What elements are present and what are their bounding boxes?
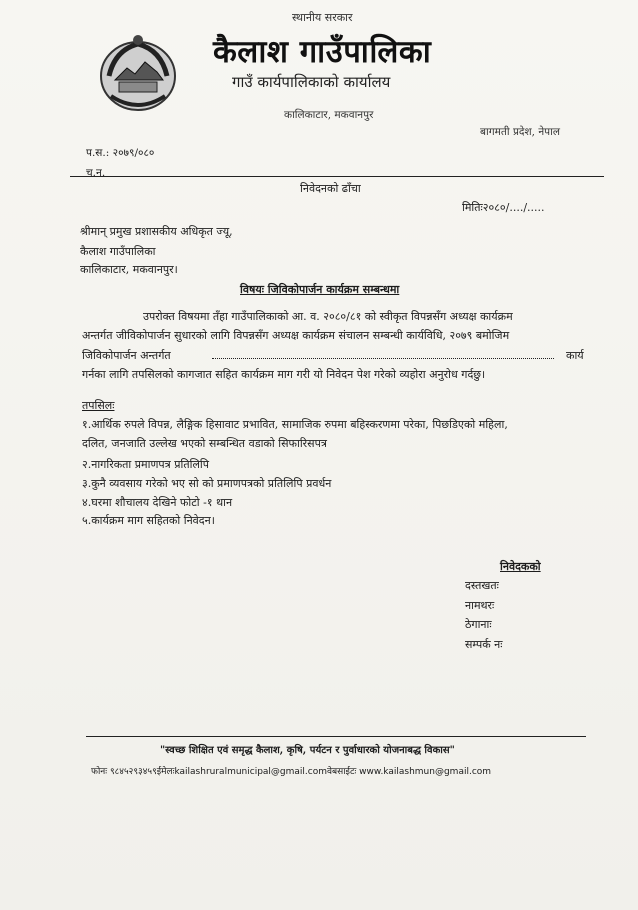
office-address: कालिकाटार, मकवानपुर	[284, 109, 374, 121]
annex-item: १.आर्थिक रुपले विपन्न, लैङ्गिक हिसावाट प्रभावित, सामाजिक रुपमा बहिस्करणमा परेका, पिछडिएको महिला,	[82, 418, 508, 431]
recipient-line: कैलाश गाउँपालिका	[80, 245, 156, 258]
body-line: अन्तर्गत जीविकोपार्जन सुधारको लागि विपन्नसँग अध्यक्ष कार्यक्रम संचालन सम्बन्धी कार्यविधि, २०७९ बमोजिम	[82, 329, 510, 342]
document-type: निवेदनको ढाँचा	[300, 182, 361, 195]
office-subtitle: गाउँ कार्यपालिकाको कार्यालय	[232, 73, 391, 91]
government-label: स्थानीय सरकार	[292, 11, 353, 24]
recipient-line: श्रीमान् प्रमुख प्रशासकीय अधिकृत ज्यू,	[80, 225, 233, 238]
footer-divider	[86, 736, 586, 737]
reference-number: प.स.: २०७९/०८०	[86, 147, 155, 159]
name-field: नामथरः	[465, 599, 495, 612]
province-label: बागमती प्रदेश, नेपाल	[480, 126, 560, 138]
annex-item: २.नागरिकता प्रमाणपत्र प्रतिलिपि	[82, 458, 210, 471]
applicant-heading: निवेदकको	[500, 560, 541, 573]
body-line: जिविकोपार्जन अन्तर्गत	[82, 349, 171, 362]
signature-field: दस्तखतः	[465, 579, 499, 592]
body-line: उपरोक्त विषयमा तँहा गाउँपालिकाको आ. व. २०८०/८१ को स्वीकृत विपन्नसँग अध्यक्ष कार्यक्रम	[143, 310, 513, 323]
annex-item: ३.कुनै व्यवसाय गरेको भए सो को प्रमाणपत्रको प्रतिलिपि प्रवर्धन	[82, 477, 332, 490]
dispatch-number: च.न.	[86, 167, 106, 179]
date-line: मितिः२०८०/..../.....	[462, 201, 545, 214]
body-line: गर्नका लागि तपसिलको कागजात सहित कार्यक्रम माग गरी यो निवेदन पेश गरेको व्यहोरा अनुरोध गर्दछु।	[82, 368, 486, 381]
program-blank	[212, 358, 554, 359]
subject-line: विषयः जिविकोपार्जन कार्यक्रम सम्बन्धमा	[240, 283, 400, 296]
contact-field: सम्पर्क नः	[465, 638, 503, 651]
annex-heading: तपसिलः	[82, 399, 115, 412]
nepal-emblem-icon	[97, 30, 179, 116]
annex-item: दलित, जनजाति उल्लेख भएको सम्बन्धित वडाको सिफारिसपत्र	[82, 437, 327, 450]
address-field: ठेगानाः	[465, 618, 492, 631]
annex-item: ५.कार्यक्रम माग सहितको निवेदन।	[82, 514, 215, 527]
footer-contact: फोनः ९८४५२९३४५९ईमेलःkailashruralmunicipal@gmail.comवेबसाईटः www.kailashmun@gmail.com	[91, 767, 492, 777]
annex-item: ४.घरमा शौचालय देखिने फोटो -१ थान	[82, 496, 233, 509]
body-line: कार्य	[566, 349, 584, 362]
recipient-line: कालिकाटार, मकवानपुर।	[80, 263, 178, 276]
footer-slogan: "स्वच्छ शिक्षित एवं समृद्ध कैलाश, कृषि, पर्यटन र पुर्वाधारको योजनाबद्ध विकास"	[160, 745, 455, 756]
municipality-title: कैलाश गाउँपालिका	[213, 34, 432, 70]
header-divider	[70, 176, 604, 177]
